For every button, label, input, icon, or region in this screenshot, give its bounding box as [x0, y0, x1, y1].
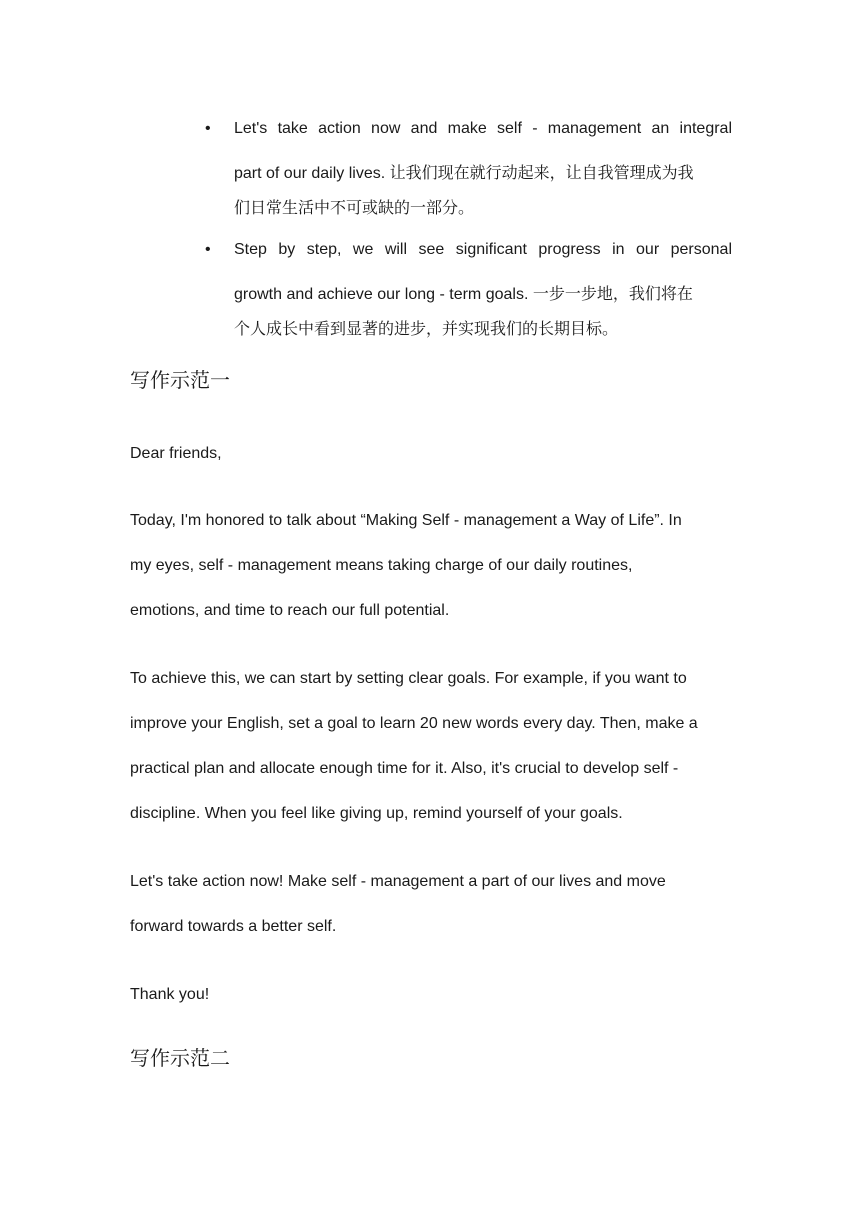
bullet-chinese-text: 让我们现在就行动起来，让自我管理成为我	[389, 163, 694, 182]
bullet-chinese-text: 一步一步地，我们将在	[532, 284, 693, 303]
bullet-chinese-line: 个人成长中看到显著的进步，并实现我们的长期目标。	[234, 319, 619, 338]
bullet-dot: •	[205, 120, 211, 137]
bullet-english-text: growth and achieve our long - term goals.	[234, 286, 529, 303]
bullet-dot: •	[205, 241, 211, 258]
bullet-chinese-line: 们日常生活中不可或缺的一部分。	[234, 198, 475, 217]
bullet-body	[234, 238, 732, 341]
paragraph-line: To achieve this, we can start by setting clear goals. For example, if you want to	[130, 670, 687, 687]
bullet-line	[234, 282, 732, 307]
bullet-line: Let's take action now and make self - management an integral	[234, 120, 732, 137]
paragraph	[130, 498, 730, 633]
paragraph	[130, 859, 730, 949]
bullet-line: Step by step, we will see significant progress in our personal	[234, 241, 732, 258]
greeting: Dear friends,	[130, 445, 222, 462]
paragraph-line: forward towards a better self.	[130, 918, 337, 935]
bullet-line	[234, 161, 732, 186]
bullet-body	[234, 117, 732, 220]
paragraph-line: discipline. When you feel like giving up, remind yourself of your goals.	[130, 805, 623, 822]
paragraph-line: Let's take action now! Make self - management a part of our lives and move	[130, 873, 666, 890]
paragraph-line: emotions, and time to reach our full potential.	[130, 602, 450, 619]
section-heading: 写作示范一	[130, 370, 230, 392]
bullet-english-text: part of our daily lives.	[234, 165, 386, 182]
paragraph-line: Today, I'm honored to talk about “Making Self - management a Way of Life”. In	[130, 512, 682, 529]
closing: Thank you!	[130, 986, 210, 1003]
paragraph-line: practical plan and allocate enough time for it. Also, it's crucial to develop self -	[130, 760, 679, 777]
paragraph-line: my eyes, self - management means taking charge of our daily routines,	[130, 557, 633, 574]
paragraph	[130, 656, 730, 836]
paragraph-line: improve your English, set a goal to learn 20 new words every day. Then, make a	[130, 715, 698, 732]
section-heading: 写作示范二	[130, 1048, 230, 1070]
